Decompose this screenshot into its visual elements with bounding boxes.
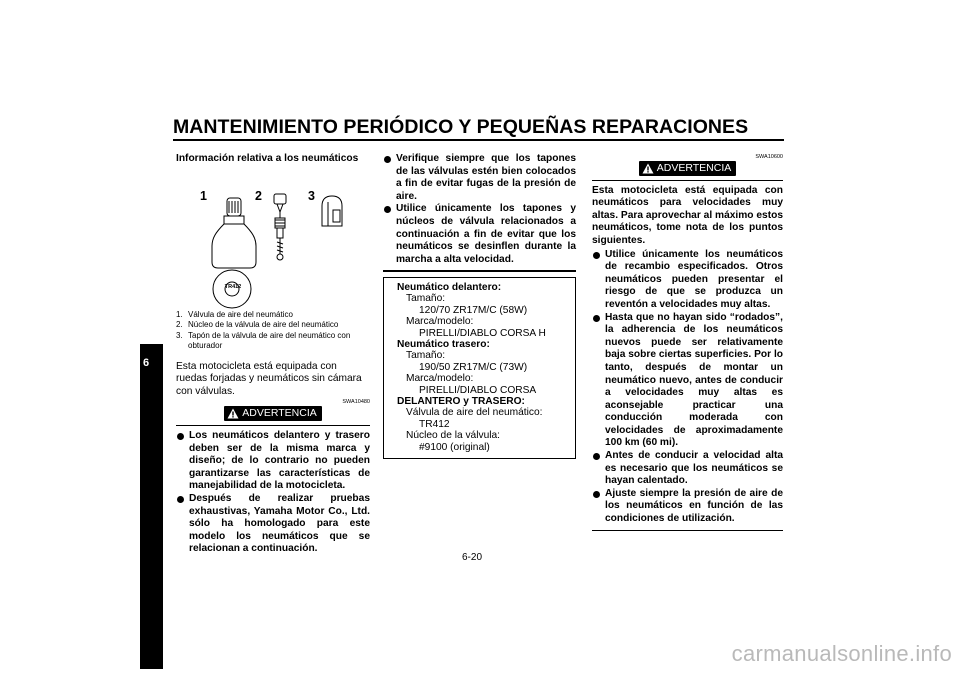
warning-bullet: Verifique siempre que los tapones de las válvulas estén bien colocados a fin de evitar fugas de la presión de aire. bbox=[383, 153, 576, 203]
core-value: #9100 (original) bbox=[419, 441, 490, 453]
warning-code: SWA10600 bbox=[755, 154, 783, 160]
valve-stamp-label: TR412 bbox=[224, 283, 242, 290]
warning-bullet: Antes de conducir a velocidad alta es necesario que los neumáticos se hayan calentado. bbox=[592, 450, 783, 488]
column-2 bbox=[383, 153, 576, 272]
page-title: MANTENIMIENTO PERIÓDICO Y PEQUEÑAS REPARACIONES bbox=[173, 116, 749, 138]
high-speed-intro: Esta motocicleta está equipada con neumáticos para velocidades muy altas. Para aprovechar al máximo estos neumáticos, tome nota de los puntos siguientes. bbox=[592, 184, 783, 246]
warning-end-rule bbox=[592, 530, 783, 532]
legend-item: 2. Núcleo de la válvula de aire del neumático bbox=[176, 320, 339, 330]
high-speed-bullets bbox=[592, 249, 783, 526]
front-size-value: 120/70 ZR17M/C (58W) bbox=[419, 304, 528, 316]
warning-bullets bbox=[176, 430, 370, 556]
warning-badge: ADVERTENCIA bbox=[639, 161, 737, 176]
valve-label: Válvula de aire del neumático: bbox=[406, 407, 543, 419]
warning-end-rule bbox=[383, 270, 576, 272]
column-1 bbox=[176, 153, 370, 556]
valve-core-icon bbox=[274, 194, 286, 260]
figure-legend bbox=[176, 310, 370, 352]
warning-bullet: Ajuste siempre la presión de aire de los neumáticos en función de las condiciones de utilización. bbox=[592, 488, 783, 526]
front-size-label: Tamaño: bbox=[406, 293, 446, 305]
core-label: Núcleo de la válvula: bbox=[406, 430, 501, 442]
warning-bullets-continued bbox=[383, 153, 576, 266]
title-rule bbox=[173, 139, 784, 141]
warning-rule bbox=[592, 180, 783, 181]
watermark: carmanualsonline.info bbox=[731, 641, 952, 666]
warning-triangle-icon bbox=[642, 163, 654, 174]
valve-value: TR412 bbox=[419, 418, 450, 430]
warning-triangle-icon bbox=[227, 408, 239, 419]
column-3 bbox=[592, 153, 783, 531]
warning-code: SWA10480 bbox=[342, 399, 370, 406]
figure-label-2: 2 bbox=[255, 188, 262, 203]
warning-bullet: Utilice únicamente los tapones y núcleos de válvula relacionados a continuación a fin de evitar que los neumáticos se desinflen durante la marcha a alta velocidad. bbox=[383, 203, 576, 266]
page-number: 6-20 bbox=[462, 552, 483, 563]
rear-size-value: 190/50 ZR17M/C (73W) bbox=[419, 361, 528, 373]
rear-brand-value: PIRELLI/DIABLO CORSA bbox=[419, 384, 537, 396]
tire-valve-icon bbox=[212, 198, 256, 268]
rear-tire-title: Neumático trasero: bbox=[397, 339, 490, 351]
figure-label-1: 1 bbox=[200, 188, 207, 203]
warning-badge: ADVERTENCIA bbox=[224, 406, 322, 421]
section-heading: Información relativa a los neumáticos bbox=[176, 153, 359, 164]
tire-valve-drawing bbox=[176, 172, 370, 310]
rear-brand-label: Marca/modelo: bbox=[406, 373, 474, 385]
legend-item: 1. Válvula de aire del neumático bbox=[176, 309, 293, 319]
warning-bullet: Hasta que no hayan sido “rodados”, la adherencia de los neumáticos nuevos puede ser relativamente baja sobre ciertas superficies. Por lo tanto, después de montar un neumático nuevo, antes de conducir a velocidades muy altas es aconsejable practicar una conducción moderada con velocidades de aproximadamente 100 km (60 mi). bbox=[592, 312, 783, 451]
warning-bullet: Después de realizar pruebas exhaustivas, Yamaha Motor Co., Ltd. sólo ha homologado para este modelo los neumáticos que se relacionan a continuación. bbox=[176, 493, 370, 556]
warning-bullet: Los neumáticos delantero y trasero deben ser de la misma marca y diseño; de lo contrario no pueden garantizarse las características de manejabilidad de la motocicleta. bbox=[176, 430, 370, 493]
valve-figure bbox=[176, 172, 370, 310]
chapter-tab bbox=[140, 344, 163, 669]
figure-label-3: 3 bbox=[308, 188, 315, 203]
chapter-number: 6 bbox=[143, 357, 150, 369]
rear-size-label: Tamaño: bbox=[406, 350, 446, 362]
tire-intro-paragraph: Esta motocicleta está equipada con ruedas forjadas y neumáticos sin cámara con válvulas. bbox=[176, 360, 362, 397]
both-tires-title: DELANTERO y TRASERO: bbox=[397, 396, 525, 408]
warning-bullet: Utilice únicamente los neumáticos de recambio especificados. Otros neumáticos pueden presentar el riesgo de que se produzca un reventón a velocidades muy altas. bbox=[592, 249, 783, 312]
front-tire-title: Neumático delantero: bbox=[397, 282, 502, 293]
tire-spec-box bbox=[383, 277, 576, 459]
valve-cap-icon bbox=[322, 196, 342, 226]
legend-item: 3. Tapón de la válvula de aire del neumático con obturador bbox=[176, 330, 351, 351]
warning-rule bbox=[176, 425, 370, 426]
valve-stamp-text bbox=[213, 274, 253, 294]
front-brand-label: Marca/modelo: bbox=[406, 316, 474, 328]
front-brand-value: PIRELLI/DIABLO CORSA H bbox=[419, 327, 546, 339]
